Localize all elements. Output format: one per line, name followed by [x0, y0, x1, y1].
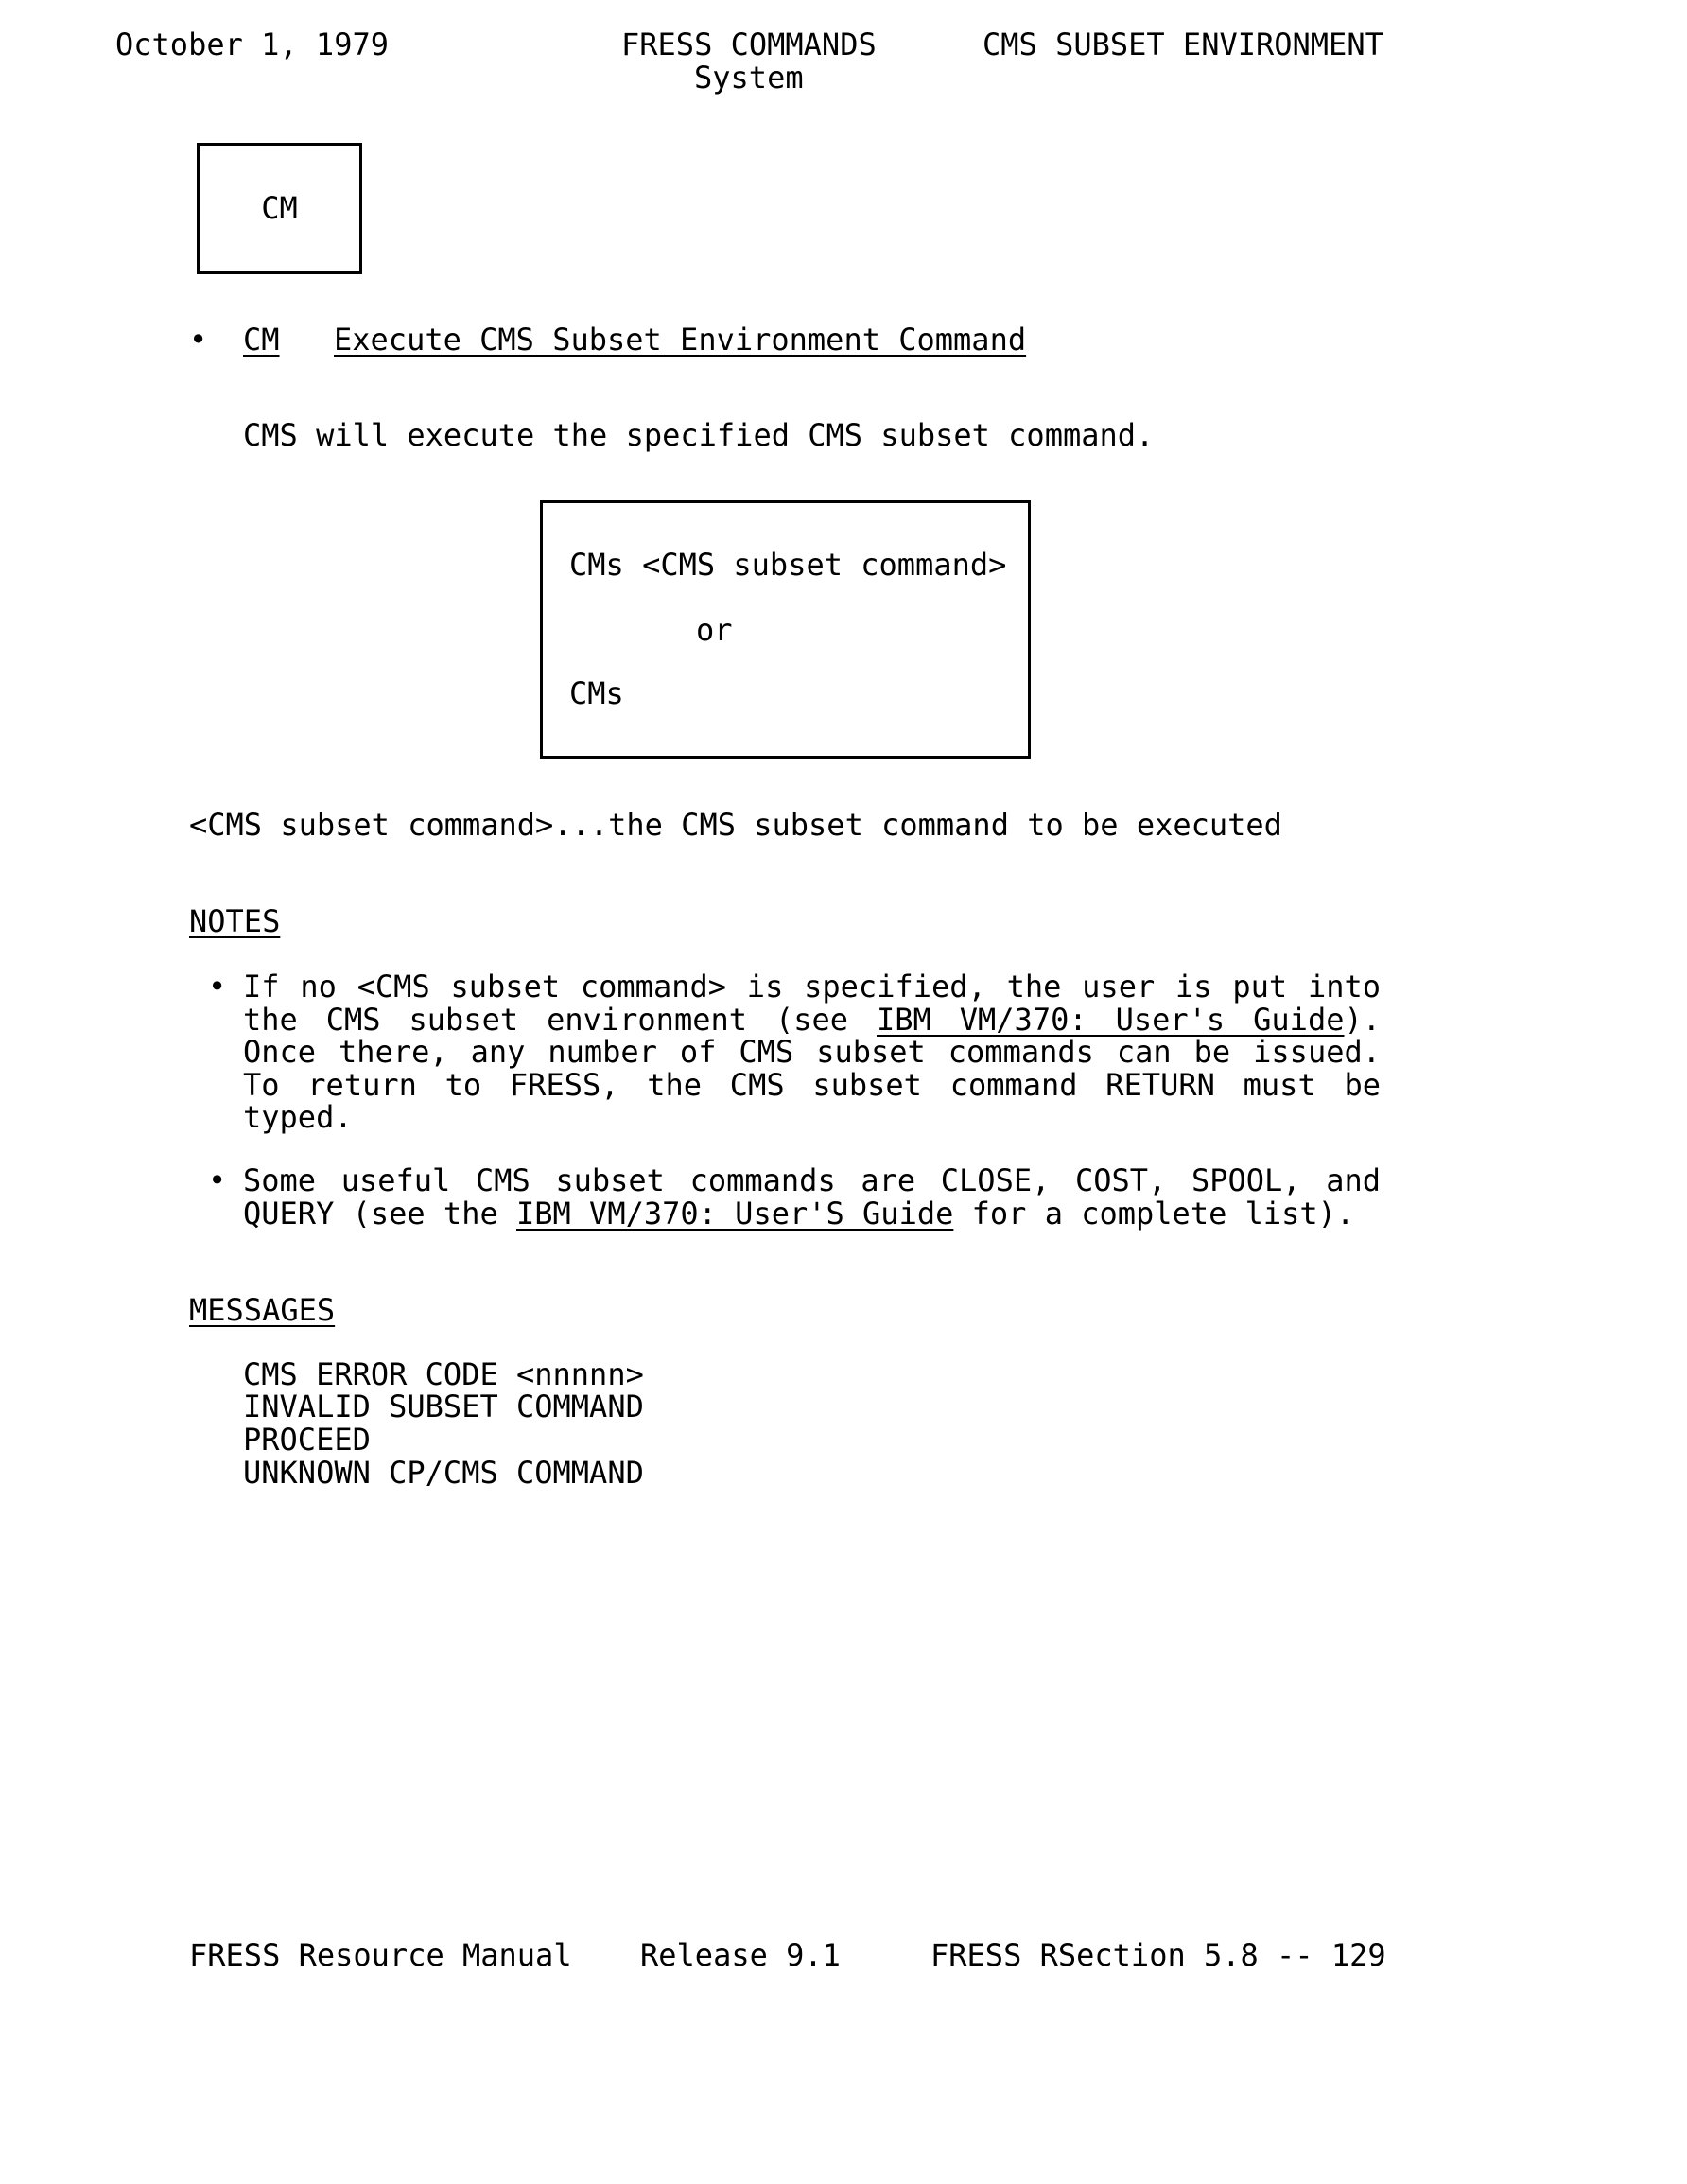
syntax-or: or [696, 612, 733, 648]
messages-title: MESSAGES [189, 1292, 336, 1328]
header-section: CMS SUBSET ENVIRONMENT [983, 26, 1383, 62]
note-2-text-post: for a complete list). [953, 1195, 1355, 1232]
message-item: UNKNOWN CP/CMS COMMAND [243, 1455, 644, 1491]
note-1-text-pre: If no <CMS subset command> is specified, the user is put into the CMS subset environment (see [243, 969, 1381, 1038]
description: CMS will execute the specified CMS subset command. [243, 417, 1155, 453]
syntax-line-2: CMs [569, 675, 624, 711]
heading-code: CM [243, 322, 280, 358]
command-box [197, 143, 362, 274]
message-item: CMS ERROR CODE <nnnnn> [243, 1356, 644, 1392]
note-1-reference: IBM VM/370: User's Guide [877, 1001, 1345, 1038]
syntax-box [540, 500, 1031, 759]
message-item: INVALID SUBSET COMMAND [243, 1389, 644, 1424]
header-title: FRESS COMMANDS [621, 26, 877, 62]
header-date: October 1, 1979 [115, 26, 389, 62]
footer-page: FRESS RSection 5.8 -- 129 [930, 1937, 1386, 1973]
parameter-description: <CMS subset command>...the CMS subset command to be executed [189, 807, 1282, 843]
note-1 [243, 970, 1381, 1134]
note-2-reference: IBM VM/370: User'S Guide [515, 1195, 954, 1232]
note-2-text-pre: Some useful CMS subset commands are CLOSE, COST, SPOOL, and QUERY (see the [243, 1162, 1381, 1232]
message-item: PROCEED [243, 1422, 371, 1458]
heading-bullet: • [189, 322, 208, 358]
header-subtitle: System [694, 60, 804, 96]
note-1-bullet: • [208, 969, 227, 1005]
syntax-line-1: CMs <CMS subset command> [569, 547, 1007, 583]
footer-release: Release 9.1 [640, 1937, 841, 1973]
note-2-bullet: • [208, 1162, 227, 1198]
note-1-text-post: ). Once there, any number of CMS subset commands can be issued. To return to FRESS, the CMS subset command RETURN must be typed. [243, 1001, 1382, 1135]
footer-manual: FRESS Resource Manual [189, 1937, 572, 1973]
note-2 [243, 1164, 1381, 1230]
command-box-label: CM [261, 190, 298, 226]
notes-title: NOTES [189, 903, 281, 939]
heading-title: Execute CMS Subset Environment Command [334, 322, 1027, 358]
